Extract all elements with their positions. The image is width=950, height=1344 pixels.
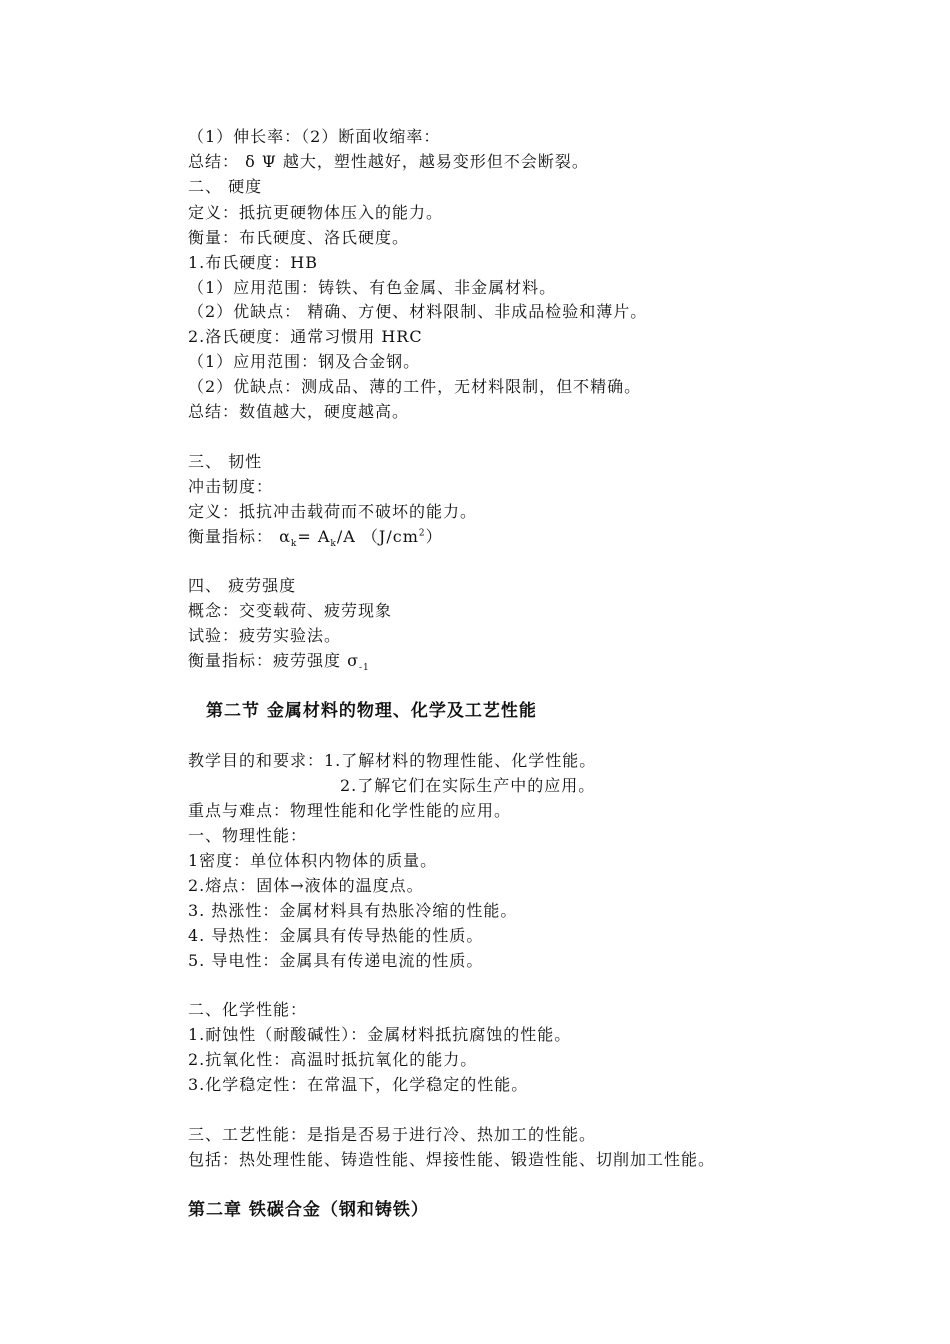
formula-text: /A （J/cm bbox=[336, 527, 419, 546]
text-line: 冲击韧度： bbox=[188, 477, 274, 496]
formula-superscript: 2 bbox=[418, 528, 426, 539]
text-line: 5. 导电性：金属具有传递电流的性质。 bbox=[188, 951, 484, 970]
section-title: 第二节 金属材料的物理、化学及工艺性能 bbox=[206, 701, 537, 721]
text-line: （2）优缺点：测成品、薄的工件，无材料限制，但不精确。 bbox=[188, 377, 642, 396]
text-line: 教学目的和要求：1.了解材料的物理性能、化学性能。 bbox=[188, 751, 597, 770]
formula-text: 衡量指标： α bbox=[188, 527, 291, 546]
text-line: 2.抗氧化性：高温时抵抗氧化的能力。 bbox=[188, 1050, 478, 1069]
text-line: （1）应用范围：钢及合金钢。 bbox=[188, 352, 421, 371]
formula-subscript: -1 bbox=[359, 663, 370, 674]
text-line: 1.耐蚀性（耐酸碱性）：金属材料抵抗腐蚀的性能。 bbox=[188, 1025, 572, 1044]
text-line: 4. 导热性：金属具有传导热能的性质。 bbox=[188, 926, 484, 945]
text-line: 衡量：布氏硬度、洛氏硬度。 bbox=[188, 228, 410, 247]
text-line: 定义：抵抗冲击载荷而不破坏的能力。 bbox=[188, 502, 478, 521]
text-line: 试验：疲劳实验法。 bbox=[188, 626, 342, 645]
section-heading: 三、工艺性能：是指是否易于进行冷、热加工的性能。 bbox=[188, 1125, 597, 1144]
chapter-title: 第二章 铁碳合金（钢和铸铁） bbox=[188, 1200, 429, 1220]
formula-text: ） bbox=[425, 527, 443, 546]
text-line: （1）伸长率：（2）断面收缩率： bbox=[188, 127, 441, 146]
text-line: 总结： δ Ψ 越大，塑性越好，越易变形但不会断裂。 bbox=[188, 152, 589, 171]
text-line: （2）优缺点： 精确、方便、材料限制、非成品检验和薄片。 bbox=[188, 302, 648, 321]
formula-subscript: k bbox=[330, 539, 337, 550]
formula-text: = A bbox=[297, 527, 331, 546]
section-heading: 二、 硬度 bbox=[188, 177, 263, 196]
formula-line bbox=[188, 527, 443, 550]
section-heading: 三、 韧性 bbox=[188, 452, 263, 471]
text-line: 概念：交变载荷、疲劳现象 bbox=[188, 601, 393, 620]
text-line: 2.了解它们在实际生产中的应用。 bbox=[340, 776, 596, 795]
text-line: 2.洛氏硬度：通常习惯用 HRC bbox=[188, 327, 423, 346]
section-heading: 四、 疲劳强度 bbox=[188, 576, 297, 595]
text-line: 3. 热涨性：金属材料具有热胀冷缩的性能。 bbox=[188, 901, 518, 920]
formula-line bbox=[188, 651, 370, 674]
text-line: 1密度：单位体积内物体的质量。 bbox=[188, 851, 438, 870]
text-line: 2.熔点：固体→液体的温度点。 bbox=[188, 876, 424, 895]
section-heading: 二、化学性能： bbox=[188, 1000, 308, 1019]
text-line: 包括：热处理性能、铸造性能、焊接性能、锻造性能、切削加工性能。 bbox=[188, 1150, 716, 1169]
section-heading: 一、物理性能： bbox=[188, 826, 308, 845]
text-line: 定义：抵抗更硬物体压入的能力。 bbox=[188, 203, 444, 222]
text-line: 3.化学稳定性：在常温下，化学稳定的性能。 bbox=[188, 1075, 529, 1094]
text-line: （1）应用范围：铸铁、有色金属、非金属材料。 bbox=[188, 278, 557, 297]
formula-subscript: k bbox=[290, 539, 298, 550]
text-line: 1.布氏硬度：HB bbox=[188, 253, 318, 272]
text-line: 总结：数值越大，硬度越高。 bbox=[188, 402, 410, 421]
text-line: 重点与难点：物理性能和化学性能的应用。 bbox=[188, 801, 512, 820]
formula-text: 衡量指标：疲劳强度 σ bbox=[188, 651, 360, 670]
